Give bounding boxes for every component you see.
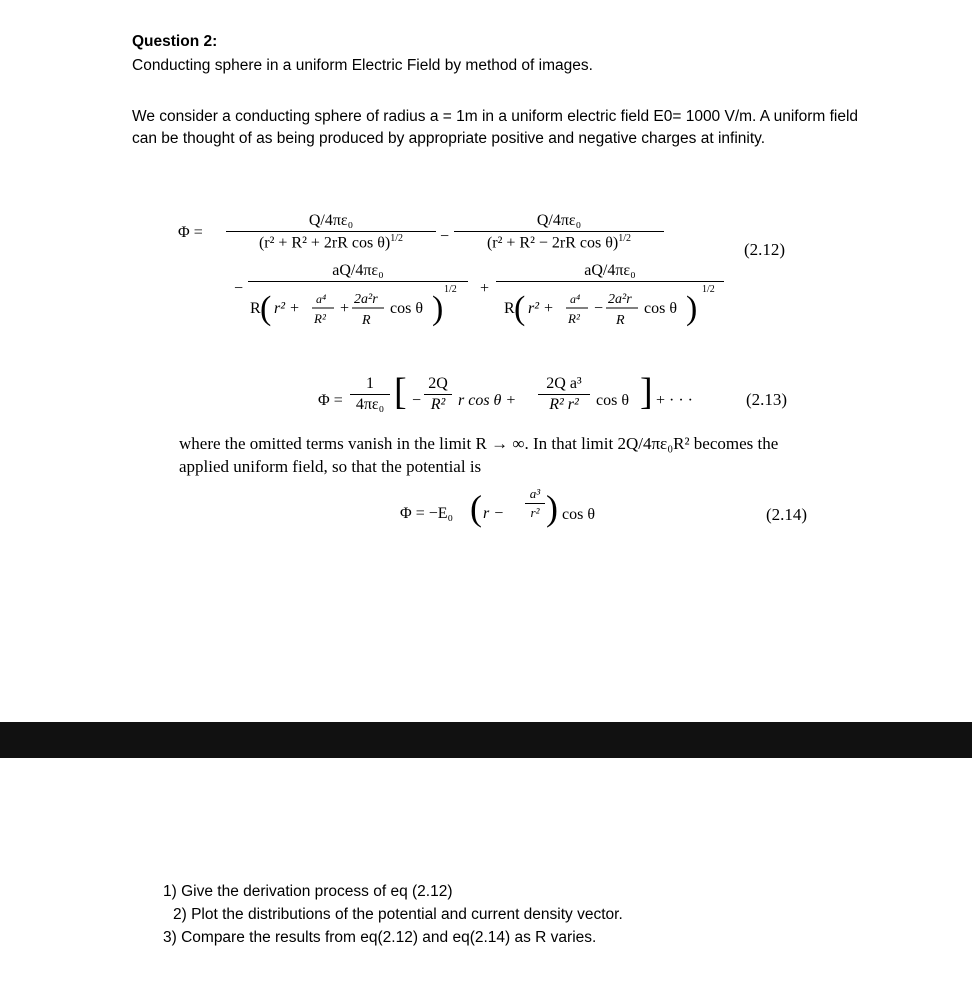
r-minus: r − bbox=[483, 505, 505, 522]
denominator-r-expansion-minus bbox=[496, 283, 724, 335]
svg-text:R²: R² bbox=[568, 311, 580, 326]
svg-text:R²: R² bbox=[314, 311, 326, 326]
cos-theta: cos θ bbox=[596, 392, 629, 409]
question-subtitle: Conducting sphere in a uniform Electric Field by method of images. bbox=[132, 57, 593, 74]
fraction-term-4 bbox=[496, 262, 724, 333]
svg-text:r² +: r² + bbox=[274, 300, 300, 317]
plus-sign: + bbox=[480, 280, 490, 297]
fraction-term-1 bbox=[226, 212, 436, 252]
svg-text:1/2: 1/2 bbox=[444, 284, 457, 295]
phi-equals: Φ = bbox=[178, 224, 203, 241]
svg-text:(: ( bbox=[514, 290, 526, 327]
minus-sign: − bbox=[234, 280, 244, 297]
fraction-2qa3-over-r2r2 bbox=[538, 375, 590, 414]
svg-text:): ) bbox=[432, 290, 444, 327]
denominator: 4πε₀ bbox=[355, 396, 385, 413]
fraction-denominator: (r² + R² − 2rR cos θ) bbox=[486, 234, 619, 252]
svg-text:R: R bbox=[616, 313, 625, 328]
exponent-half: 1/2 bbox=[390, 233, 404, 244]
fraction-numerator: aQ/4πε₀ bbox=[584, 262, 636, 279]
svg-text:R: R bbox=[362, 313, 371, 328]
svg-text:cos θ: cos θ bbox=[644, 300, 677, 317]
svg-text:1/2: 1/2 bbox=[702, 284, 715, 295]
svg-text:): ) bbox=[686, 290, 698, 327]
svg-text:R: R bbox=[504, 300, 515, 317]
list-item: 1) Give the derivation process of eq (2.12) bbox=[163, 883, 453, 900]
cos-theta: cos θ bbox=[562, 506, 595, 523]
r-cos-theta-plus: r cos θ + bbox=[458, 392, 517, 409]
equation-number-2-12: (2.12) bbox=[744, 240, 786, 259]
intro-paragraph: We consider a conducting sphere of radius a = 1m in a uniform electric field E0= 1000 V/m. A uniform field can be thought of as being produced by appropriate positive and negative charges at infinity. bbox=[132, 108, 859, 147]
svg-text:2a²r: 2a²r bbox=[608, 292, 632, 307]
svg-text:cos θ: cos θ bbox=[390, 300, 423, 317]
denominator: r² bbox=[530, 505, 540, 520]
list-item: 2) Plot the distributions of the potential and current density vector. bbox=[173, 906, 623, 923]
denominator-r-expansion-plus bbox=[248, 283, 468, 335]
phi-equals-minus-e0: Φ = −E₀ bbox=[400, 505, 454, 522]
question-title: Question 2: bbox=[132, 33, 218, 50]
black-separator-band bbox=[0, 722, 972, 758]
numerator: a³ bbox=[529, 486, 541, 501]
limit-paragraph: where the omitted terms vanish in the limit R → ∞. In that limit 2Q/4πε₀R² becomes the applied uniform field, so that the potential is bbox=[179, 434, 779, 476]
fraction-numerator: aQ/4πε₀ bbox=[332, 262, 384, 279]
fraction-a3-over-r2 bbox=[525, 486, 545, 521]
equation-number-2-13: (2.13) bbox=[746, 390, 788, 409]
question-list bbox=[163, 880, 623, 949]
fraction-numerator: Q/4πε₀ bbox=[308, 212, 354, 229]
equation-number-2-14: (2.14) bbox=[766, 505, 808, 524]
svg-text:2a²r: 2a²r bbox=[354, 292, 378, 307]
fraction-numerator: Q/4πε₀ bbox=[536, 212, 582, 229]
svg-text:−: − bbox=[594, 300, 604, 317]
fraction-term-2 bbox=[454, 212, 664, 252]
numerator: 2Q a³ bbox=[546, 375, 582, 392]
svg-text:(: ( bbox=[260, 290, 272, 327]
minus-sign: − bbox=[412, 392, 422, 409]
left-paren: ( bbox=[470, 488, 482, 528]
svg-text:r² +: r² + bbox=[528, 300, 554, 317]
minus-sign: − bbox=[440, 228, 450, 245]
series-ellipsis: + · · · bbox=[656, 392, 694, 409]
numerator: 1 bbox=[366, 375, 374, 392]
numerator: 2Q bbox=[428, 375, 448, 392]
left-bracket: [ bbox=[394, 371, 407, 413]
right-paren: ) bbox=[546, 488, 558, 528]
fraction-2q-over-r2 bbox=[424, 375, 452, 414]
svg-text:a⁴: a⁴ bbox=[316, 292, 327, 306]
fraction-term-3 bbox=[248, 262, 468, 333]
denominator: R² bbox=[430, 396, 446, 413]
denominator: R² r² bbox=[549, 396, 579, 413]
svg-text:+: + bbox=[340, 300, 350, 317]
svg-text:a⁴: a⁴ bbox=[570, 292, 581, 306]
fraction-one-over-4pi-eps bbox=[350, 375, 390, 414]
exponent-half: 1/2 bbox=[618, 233, 632, 244]
svg-text:R: R bbox=[250, 300, 261, 317]
fraction-denominator: (r² + R² + 2rR cos θ) bbox=[258, 234, 391, 252]
list-item: 3) Compare the results from eq(2.12) and eq(2.14) as R varies. bbox=[163, 929, 597, 946]
phi-equals: Φ = bbox=[318, 392, 343, 409]
right-bracket: ] bbox=[640, 371, 653, 413]
